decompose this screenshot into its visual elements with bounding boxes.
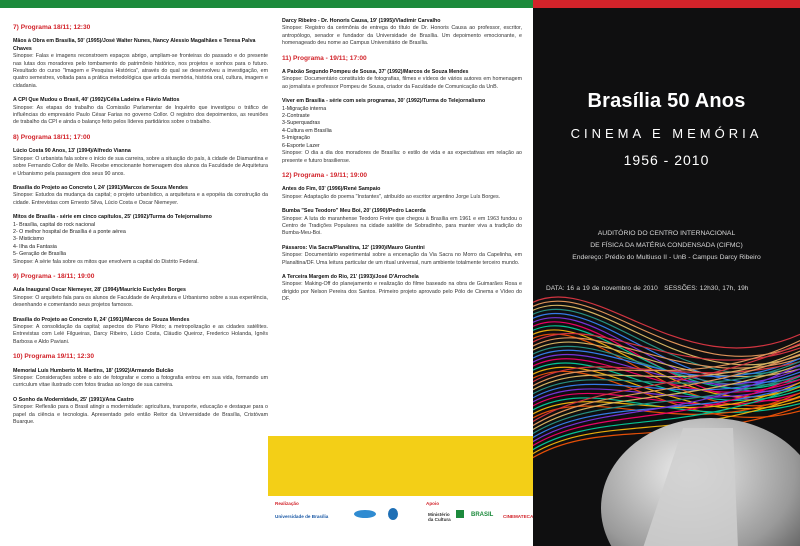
top-red-stripe xyxy=(533,0,800,8)
film-title: Brasília do Projeto ao Concreto I, 24' (1991)/Marcos de Souza Mendes xyxy=(13,184,188,191)
apoio-label: Apoio xyxy=(426,501,440,506)
unb-logo: Universidade de Brasília xyxy=(275,514,329,519)
program-column-middle xyxy=(282,18,522,311)
program-header: 8) Programa 18/11; 17:00 xyxy=(13,133,91,141)
logo-shape-1 xyxy=(354,510,376,518)
episode-line: 3-Superquadras xyxy=(282,120,320,127)
film-entry xyxy=(13,317,268,347)
film-entry xyxy=(282,18,522,48)
ministerio-logo: Ministério da Cultura xyxy=(428,512,451,522)
film-entry xyxy=(282,98,522,165)
episode-line: 1-Migração interna xyxy=(282,105,327,112)
film-synopsis: Sinopse: Adaptação do poema "Instantes", atribuído ao escritor argentino Jorge Luís Borges. xyxy=(282,193,501,200)
film-synopsis: Sinopse: Reflexão para o Brasil atingir a modernidade: agricultura, transporte, educação e destaque para o papel da ciência e tecnologia. Apresentado pelo então Reitor da Universidade de Brasília, Cristóvam Buarque. xyxy=(13,404,268,426)
film-synopsis: Sinopse: O dia a dia dos moradores de Brasília: o estilo de vida e as expectativas em relação ao presente e futuro brasiliense. xyxy=(282,150,522,164)
program-header: 10) Programa 19/11; 12:30 xyxy=(13,353,95,361)
cover-panel xyxy=(533,8,800,546)
dates-sessions xyxy=(546,285,752,292)
film-synopsis: Sinopse: A consolidação da capital; aspectos do Plano Piloto; a metropolização e as cidades satélites. Entrevistas com Lelé Filgueiras, Darcy Ribeiro, Lúcio Costa, Cláudio Queiroz, Frederico Holanda, Ignês Barbosa e Aldo Paviani. xyxy=(13,324,268,345)
film-title: A CPI Que Mudou o Brasil, 40' (1992)/Célia Ladeira e Flávio Mattos xyxy=(13,97,180,104)
film-entry xyxy=(282,69,522,91)
episode-line: 5-Imigração xyxy=(282,135,310,142)
film-title: Aula Inaugural Oscar Niemeyer, 28' (1994)/Maurício Euclydes Borges xyxy=(13,287,186,294)
film-entry xyxy=(13,214,268,266)
film-synopsis: Sinopse: A luta do maranhense Teodoro Freire que chegou à Brasília em 1961 e em 1963 fundou o Centro de Tradições Populares na cidade satélite de Sobradinho, para manter viva a tradição do Bumba-Meu-Boi. xyxy=(282,215,522,237)
cover-title: Brasília 50 Anos xyxy=(587,90,746,112)
program-header: 7) Programa 18/11; 12:30 xyxy=(13,24,91,31)
program-header: 11) Programa - 19/11; 17:00 xyxy=(282,54,367,62)
film-entry xyxy=(13,38,268,90)
film-synopsis: Sinopse: Considerações sobre o ato de fotografar e como a fotografia entrou em sua vida, formando um curriculum vitae ilustrado com fotos tiradas ao longo de sua carreira. xyxy=(13,375,268,389)
film-synopsis: Sinopse: Estudos da mudança da capital; o projeto urbanístico, a arquitetura e a epopéia da construção da cidade. Entrevistas com Ernesto Silva, Lúcio Costa e Oscar Niemeyer. xyxy=(13,192,268,206)
ribbon-line xyxy=(533,326,800,389)
cover-artwork xyxy=(533,8,800,546)
film-synopsis: Sinopse: As etapas do trabalho da Comissão Parlamentar de Inquérito que investigou o tráfico de influências do empresário Paulo César Farias no governo Collor. O registro dos depoimentos, as reuniões de trabalho da CPI e ainda o balanço feito pelos líderes partidários sobre o trabalho. xyxy=(13,104,268,126)
film-title: Viver em Brasília - série com seis programas, 30' (1992)/Turma do Telejornalismo xyxy=(282,98,486,105)
film-title: Mitos de Brasília - série em cinco capítulos, 25' (1992)/Turma do Telejornalismo xyxy=(13,214,212,221)
episode-line: 2- O melhor hospital de Brasília é a ponte aérea xyxy=(13,228,126,235)
episode-line: 4- Ilha da Fantasia xyxy=(13,243,57,250)
film-synopsis: Sinopse: O urbanista fala sobre o início de sua carreira, sobre a situação do país, à cidade de Diamantina e sobre Fernando Collor de Mello. Recebe emocionante homenagem dos alunos da Faculdade de Arquitetura e Urbanismo pela passagem dos seus 90 anos. xyxy=(13,155,268,177)
episode-line: 1- Brasília, capital do rock nacional xyxy=(13,221,96,228)
logo-square xyxy=(456,510,464,518)
film-title: Lúcio Costa 90 Anos, 13' (1994)/Alfredo Vianna xyxy=(13,148,131,155)
film-title: O Sonho da Modernidade, 25' (1991)/Ana Castro xyxy=(13,396,134,403)
cinemateca-logo: CINEMATECA xyxy=(503,514,534,519)
film-synopsis: Sinopse: A série fala sobre os mitos que envolvem a capital do Distrito Federal. xyxy=(13,258,199,265)
film-synopsis: Sinopse: Making-Off do planejamento e realização do filme baseado na obra de Guimarães Rosa e dirigido por Nelson Pereira dos Santos. Primeiro projeto aprovado pelo Pólo de Cinema e Vídeo do DF. xyxy=(282,281,522,303)
film-title: Antes do Fim, 03' (1996)/René Sampaio xyxy=(282,186,381,193)
episode-line: 5- Geração de Brasília xyxy=(13,251,66,258)
film-entry xyxy=(282,186,522,201)
program-header: 12) Programa - 19/11; 19:00 xyxy=(282,171,368,179)
film-synopsis: Sinopse: Documentário experimental sobre a encenação da Via Sacra no Morro da Capelinha, em Planaltina/DF. Uma leitura particular de um ritual universal, num ambiente totalmente terceiro mundo. xyxy=(282,252,522,266)
film-title: Pássaros: Via Sacra/Planaltina, 12' (1990)/Mauro Giuntini xyxy=(282,244,425,251)
film-title: Mãos à Obra em Brasília, 50' (1995)/José Walter Nunes, Nancy Alessio Magalhães e Teresa Palva Chaves xyxy=(13,38,256,52)
film-entry xyxy=(13,148,268,178)
film-entry xyxy=(282,245,522,267)
cover-years: 1956 - 2010 xyxy=(623,152,710,168)
event-sessions: SESSÕES: 12h30, 17h, 19h xyxy=(664,285,749,292)
brasil-logo: BRASIL xyxy=(471,512,494,518)
film-title: Darcy Ribeiro - Dr. Honoris Causa, 19' (1995)/Vladimir Carvalho xyxy=(282,18,441,24)
film-entry xyxy=(13,97,268,127)
venue-line-1: AUDITÓRIO DO CENTRO INTERNACIONAL xyxy=(597,230,736,237)
program-header: 9) Programa - 18/11; 19:00 xyxy=(13,272,95,280)
film-entry xyxy=(13,368,268,390)
event-date: DATA: 16 a 19 de novembro de 2010 xyxy=(546,285,658,292)
cover-subtitle: CINEMA E MEMÓRIA xyxy=(570,126,763,141)
film-synopsis: Sinopse: Registro da cerimônia de entrega do título de Dr. Honoris Causa ao professor, escritor, antropólogo, senador e fundador da Universidade de Brasília. Um depoimento emocionante, e homenageado deu nome ao Campus Universitário de Brasília. xyxy=(282,25,522,47)
film-entry xyxy=(13,287,268,309)
episode-line: 6-Esporte Lazer xyxy=(282,142,320,149)
film-title: Bumba "Seu Teodoro" Meu Boi, 20' (1990)/Pedro Lacerda xyxy=(282,208,426,215)
realizacao-label: Realização xyxy=(275,501,299,506)
film-synopsis: Sinopse: Documentário constituído de fotografias, filmes e vídeos de vários autores em homenagem ao jornalista e professor Pompeu de Sousa, criador da Faculdade de Comunicação da UnB. xyxy=(282,76,522,90)
film-synopsis: Sinopse: O arquiteto fala para os alunos de Faculdade de Arquitetura e Urbanismo sobre a sua experiência, desenhando e comentando seus projetos famosos. xyxy=(13,294,268,309)
venue-address: Endereço: Prédio do Multiuso II - UnB - Campus Darcy Ribeiro xyxy=(572,254,761,261)
film-entry xyxy=(282,274,522,304)
film-title: A Paixão Segundo Pompeu de Sousa, 37' (1992)/Marcos de Souza Mendes xyxy=(282,69,469,76)
film-title: Brasília do Projeto ao Concreto II, 24' (1991)/Marcos de Souza Mendes xyxy=(13,316,190,323)
sponsors-footer xyxy=(268,496,533,546)
episode-line: 4-Cultura em Brasília xyxy=(282,127,332,134)
program-column-left xyxy=(13,18,268,433)
ribbon-line xyxy=(533,356,800,400)
film-title: A Terceira Margem do Rio, 21' (1993)/José D'Arrochela xyxy=(282,273,419,280)
episode-line: 3- Misticismo xyxy=(13,236,44,243)
film-synopsis: Sinopse: Falas e imagens reconstroem espaços abrigo, ampliam-se fronteiras do passado e do presente nas lutas dos moradores pelo tombamento do patrimônio histórico, nos projetos e sonhos para o futuro. Resultado do curso "Imagem e Pesquisa Histórica", através do qual se desenvolveu a investigação, em quatro semestres, voltada para a prática metodológica que articula memória, história oral, cultura, imagem e cidadania. xyxy=(13,53,268,89)
film-entry xyxy=(13,185,268,207)
ribbon-line xyxy=(533,338,800,428)
logo-shape-2 xyxy=(388,508,398,520)
film-entry xyxy=(13,397,268,427)
film-entry xyxy=(282,208,522,238)
venue-line-2: DE FÍSICA DA MATÉRIA CONDENSADA (CIFMC) xyxy=(590,242,743,249)
film-title: Memorial Luís Humberto M. Martins, 18' (1992)/Armando Bulcão xyxy=(13,367,174,374)
episode-line: 2-Contraste xyxy=(282,113,310,120)
top-green-stripe xyxy=(0,0,533,8)
